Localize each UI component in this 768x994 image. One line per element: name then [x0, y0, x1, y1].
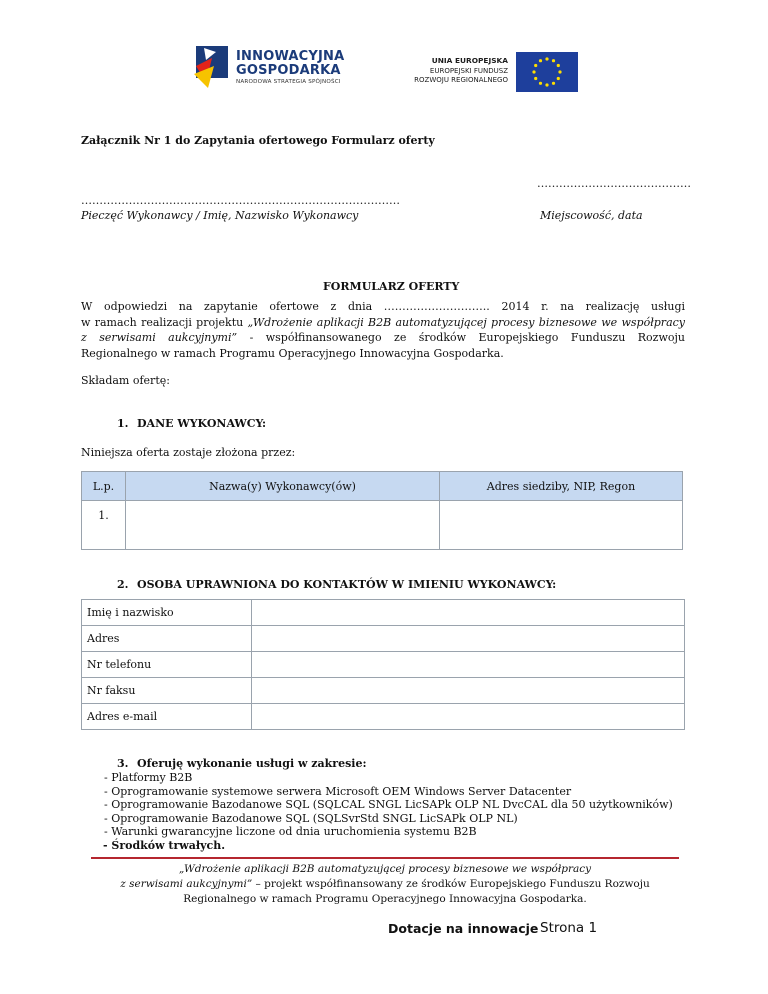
section3-title: Oferuję wykonanie usługi w zakresie:: [137, 757, 367, 770]
table-row: [82, 501, 683, 550]
list-item: - Oprogramowanie systemowe serwera Microsoft OEM Windows Server Datacenter: [104, 784, 572, 798]
project-title-part2: z serwisami aukcyjnymi”: [81, 331, 238, 344]
eu-flag-icon: [516, 52, 578, 92]
contractor-address-cell[interactable]: [440, 501, 683, 550]
contact-name-cell[interactable]: [252, 600, 685, 626]
contact-phone-cell[interactable]: [252, 652, 685, 678]
project-title-part1: „Wdrożenie aplikacji B2B automatyzującej procesy biznesowe we współpracy: [247, 315, 685, 329]
list-item: - Platformy B2B: [104, 771, 193, 784]
unia-europejska-logo: [408, 52, 578, 92]
list-item: - Warunki gwarancyjne liczone od dnia uruchomienia systemu B2B: [104, 825, 477, 839]
contractor-table: [81, 471, 683, 550]
row-number: 1.: [82, 501, 126, 550]
page-number: Strona 1: [540, 920, 598, 936]
table-row: [82, 652, 685, 678]
contact-email-cell[interactable]: [252, 704, 685, 730]
contact-address-label: Adres: [82, 626, 252, 652]
logo-ig-line1: INNOWACYJNA: [236, 49, 345, 64]
table-row: [82, 704, 685, 730]
intro-line-3: [81, 330, 685, 346]
contact-phone-label: Nr telefonu: [82, 652, 252, 678]
logo-ue-line2: EUROPEJSKI FUNDUSZ: [429, 67, 508, 75]
logo-ig-line3: NARODOWA STRATEGIA SPÓJNOŚCI: [236, 79, 341, 85]
section1-title: DANE WYKONAWCY:: [137, 417, 267, 430]
table-row: [82, 600, 685, 626]
offer-label: Składam ofertę:: [81, 374, 170, 387]
logo-ig-line2: GOSPODARKA: [236, 63, 341, 78]
stamp-label: Pieczęć Wykonawcy / Imię, Nazwisko Wykonawcy: [81, 209, 359, 222]
place-date-dots: ……………………………………: [537, 177, 691, 190]
list-item: - Oprogramowanie Bazodanowe SQL (SQLCAL SNGL LicSAPk OLP NL DvcCAL dla 50 użytkowników): [104, 798, 673, 812]
contact-person-table: [81, 599, 685, 730]
footer-project-note: [91, 862, 679, 907]
contact-fax-cell[interactable]: [252, 678, 685, 704]
innowacyjna-logo-mark-icon: [192, 44, 230, 88]
footer-line-2: [91, 877, 679, 892]
intro-line-2: [81, 315, 685, 331]
section1-number: 1.: [117, 417, 129, 430]
logo-ue-line3: ROZWOJU REGIONALNEGO: [414, 76, 508, 84]
footer-line-3: Regionalnego w ramach Programu Operacyjnego Innowacyjna Gospodarka.: [183, 893, 587, 905]
intro-line-3b: - współfinansowanego ze środków Europejskiego Funduszu Rozwoju: [237, 331, 685, 344]
footer-label: Dotacje na innowacje: [388, 921, 539, 936]
header-address: Adres siedziby, NIP, Regon: [440, 472, 683, 501]
table-row: [82, 626, 685, 652]
service-scope-list: [104, 771, 673, 839]
list-item-fixed-assets: - Środków trwałych.: [103, 839, 226, 852]
header-name: Nazwa(y) Wykonawcy(ów): [126, 472, 440, 501]
section1-subtitle: Niniejsza oferta zostaje złożona przez:: [81, 446, 296, 459]
form-title: FORMULARZ OFERTY: [323, 280, 460, 293]
section3-number: 3.: [117, 757, 129, 770]
section2-title: OSOBA UPRAWNIONA DO KONTAKTÓW W IMIENIU WYKONAWCY:: [137, 578, 557, 591]
intro-line-4: Regionalnego w ramach Programu Operacyjnego Innowacyjna Gospodarka.: [81, 346, 504, 360]
contact-fax-label: Nr faksu: [82, 678, 252, 704]
intro-line-2a: w ramach realizacji projektu: [81, 315, 248, 329]
attachment-title: Załącznik Nr 1 do Zapytania ofertowego Formularz oferty: [81, 134, 435, 147]
contractor-table-header: [82, 472, 683, 501]
header-lp: L.p.: [82, 472, 126, 501]
footer-line-2a: z serwisami aukcyjnymi”: [120, 878, 253, 890]
section2-number: 2.: [117, 578, 129, 591]
contact-address-cell[interactable]: [252, 626, 685, 652]
intro-line-1: W odpowiedzi na zapytanie ofertowe z dnia ……………………….. 2014 r. na realizację usługi: [81, 300, 685, 313]
list-item: - Oprogramowanie Bazodanowe SQL (SQLSvrStd SNGL LicSAPk OLP NL): [104, 811, 518, 825]
footer-line-1: „Wdrożenie aplikacji B2B automatyzującej procesy biznesowe we współpracy: [178, 863, 592, 875]
logo-ue-line1: UNIA EUROPEJSKA: [431, 56, 508, 65]
footer-divider: [91, 857, 679, 859]
place-date-label: Miejscowość, data: [540, 209, 643, 222]
table-row: [82, 678, 685, 704]
innowacyjna-gospodarka-logo: [192, 44, 382, 90]
footer-line-2b: – projekt współfinansowany ze środków Europejskiego Funduszu Rozwoju: [252, 878, 650, 890]
contractor-name-cell[interactable]: [126, 501, 440, 550]
intro-paragraph: [81, 299, 685, 361]
stamp-dots: ……………………………………………………………………………: [81, 194, 400, 207]
contact-name-label: Imię i nazwisko: [82, 600, 252, 626]
contact-email-label: Adres e-mail: [82, 704, 252, 730]
